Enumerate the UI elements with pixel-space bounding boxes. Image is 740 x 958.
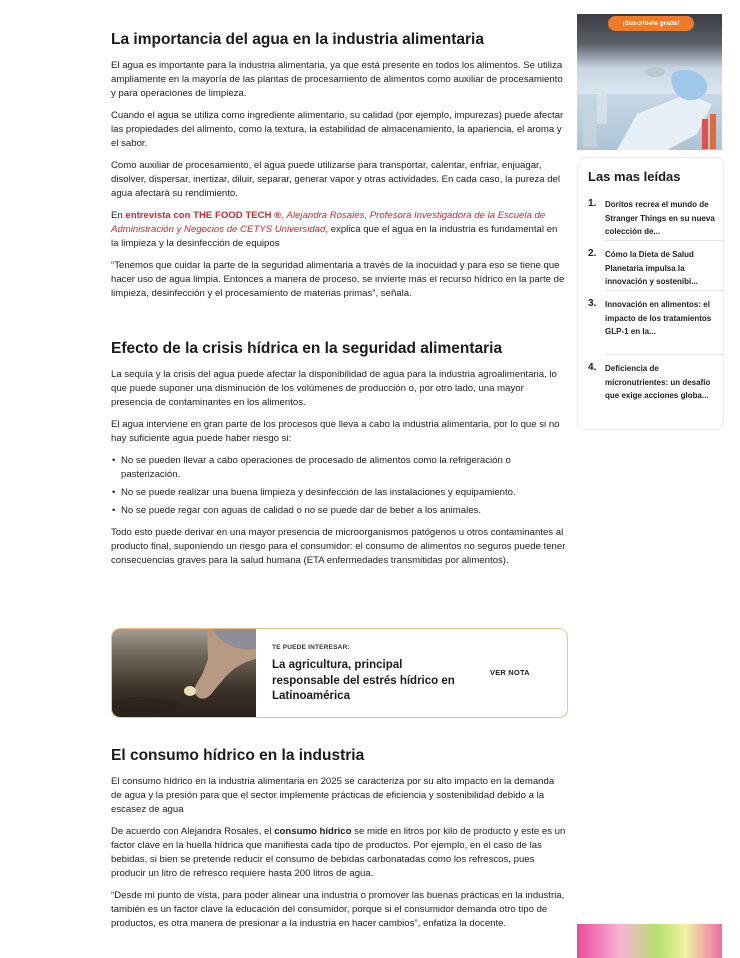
section-heading-importance: La importancia del agua en la industria alimentaria [111, 31, 484, 48]
section-heading-consumption: El consumo hídrico en la industria [111, 747, 365, 764]
item-title[interactable]: Doritos recrea el mundo de Stranger Things en su nueva colección de... [605, 200, 715, 236]
paragraph: El consumo hídrico en la industria alimentaria en 2025 se caracteriza por su alto impacto en la demanda de agua y la presión para que el sector implemente prácticas de eficiencia y sostenibilidad debido a la escasez de agua [111, 776, 555, 815]
paragraph: Como auxiliar de procesamiento, el agua puede utilizarse para transportar, calentar, enfriar, enjuagar, disolver, dispersar, inertizar, diluir, separar, generar vapor y otras actividades. En cada caso, la pureza del agua afectará su rendimiento. [111, 160, 561, 199]
divider [605, 240, 725, 241]
item-number: 2. [588, 248, 597, 259]
item-number: 3. [588, 298, 597, 309]
text: De acuerdo con Alejandra Rosales, el [111, 826, 275, 837]
subscribe-button[interactable]: ¡Suscríbete gratis! [608, 16, 694, 31]
article-body [111, 30, 567, 576]
paragraph-consumption [111, 825, 567, 881]
read-note-button[interactable]: VER NOTA [490, 668, 530, 677]
item-number: 4. [588, 362, 597, 373]
hand-planting-illustration [112, 629, 256, 717]
list-item: • No se puede regar con aguas de calidad o no se puede dar de beber a los animales. [121, 504, 567, 518]
quote-paragraph: “Tenemos que cuidar la parte de la seguridad alimentaria a través de la inocuidad y para eso se tiene que hacer uso de agua limpia. Entonces a manera de proceso, se invierte más el recurso hídrico en la parte de limpieza, desinfección y el procesamiento de materias primas”, señala. [111, 260, 565, 299]
list-item: • No se pueden llevar a cabo operaciones de procesado de alimentos como la refrigeración o pasterización. [121, 454, 567, 482]
text: En [111, 210, 126, 221]
paragraph: Cuando el agua se utiliza como ingrediente alimentario, su calidad (por ejemplo, impurezas) puede afectar las propiedades del alimento, como la textura, la estabilidad de almacenamiento, la apariencia, el aroma y el sabor. [111, 110, 564, 149]
risk-list [111, 454, 567, 518]
quote-paragraph: “Desde mi punto de vista, para poder alinear una industria o promover las buenas prácticas en la industria, también es un factor clave la educación del consumidor, porque si el consumidor demanda otro tipo de productos, es otra manera de presionar a la industria en hacer cambios”, enfatiza la docente. [111, 890, 565, 929]
sidebar-ad-image[interactable] [577, 924, 722, 958]
text: se mide en litros por kilo de producto y este es un factor clave en la huella hídrica que manifiesta cada tipo de productos. Por ejemplo, en el caso de las bebidas, si bien se pretende reducir el consumo de bebidas carbonatadas como los refrescos, pues producir un litro de refresco requiere hasta 200 litros de agua. [111, 826, 566, 879]
related-article-image [112, 629, 256, 717]
article-body-continued [111, 746, 567, 939]
item-title[interactable]: Cómo la Dieta de Salud Planetaria impulsa la innovación y sostenibi... [605, 250, 698, 286]
item-number: 1. [588, 198, 597, 209]
list-item: • No se puede realizar una buena limpieza y desinfección de las instalaciones y equipamiento. [121, 486, 567, 500]
interview-link[interactable]: entrevista con THE FOOD TECH ® [125, 210, 282, 221]
bold-term: consumo hídrico [274, 826, 352, 837]
related-article-card[interactable] [111, 628, 568, 718]
item-title[interactable]: Innovación en alimentos: el impacto de los tratamientos GLP-1 en la... [605, 300, 712, 336]
paragraph: Todo esto puede derivar en una mayor presencia de microorganismos patógenos u otros contaminantes al producto final, suponiendo un riesgo para el consumidor: el consumo de alimentos no seguros puede tener consecuencias graves para la salud humana (ETA enfermedades transmitidas por alimentos). [111, 527, 566, 566]
interviewee-name: Alejandra Rosales, Profesora Investigadora de la Escuela de Administración y Negocios de CETYS Universidad [111, 210, 546, 235]
text: , explica que el agua en la industria es fundamental en la limpieza y la desinfección de equipos [111, 224, 558, 249]
paragraph: El agua interviene en gran parte de los procesos que lleva a cabo la industria alimentaria, por lo que si no hay suficiente agua puede haber riesgo si: [111, 419, 560, 444]
most-read-title: Las mas leídas [588, 169, 681, 184]
divider [605, 290, 725, 291]
item-title[interactable]: Deficiencia de micronutrientes: un desafío que exige acciones globa... [605, 364, 711, 400]
divider [605, 354, 725, 355]
paragraph: La sequía y la crisis del agua puede afectar la disponibilidad de agua para la industria agroalimentaria, lo que puede suponer una disminución de los volúmenes de producción o, por otro lado, una mayor presencia de contaminantes en los alimentos. [111, 369, 557, 408]
most-read-widget [577, 157, 724, 430]
card-kicker: TE PUEDE INTERESAR: [272, 644, 350, 651]
lab-scene-image [577, 14, 722, 150]
paragraph: El agua es importante para la industria alimentaria, ya que está presente en todos los alimentos. Se utiliza ampliamente en la mayoría de las plantas de procesamiento de alimentos como auxiliar de procesamiento y para operaciones de limpieza. [111, 60, 563, 99]
text: , [281, 210, 287, 221]
card-title[interactable]: La agricultura, principal responsable del estrés hídrico en Latinoamérica [272, 659, 455, 702]
subscribe-promo[interactable] [577, 14, 722, 150]
section-heading-crisis: Efecto de la crisis hídrica en la seguridad alimentaria [111, 340, 503, 357]
paragraph-interview [111, 209, 567, 251]
